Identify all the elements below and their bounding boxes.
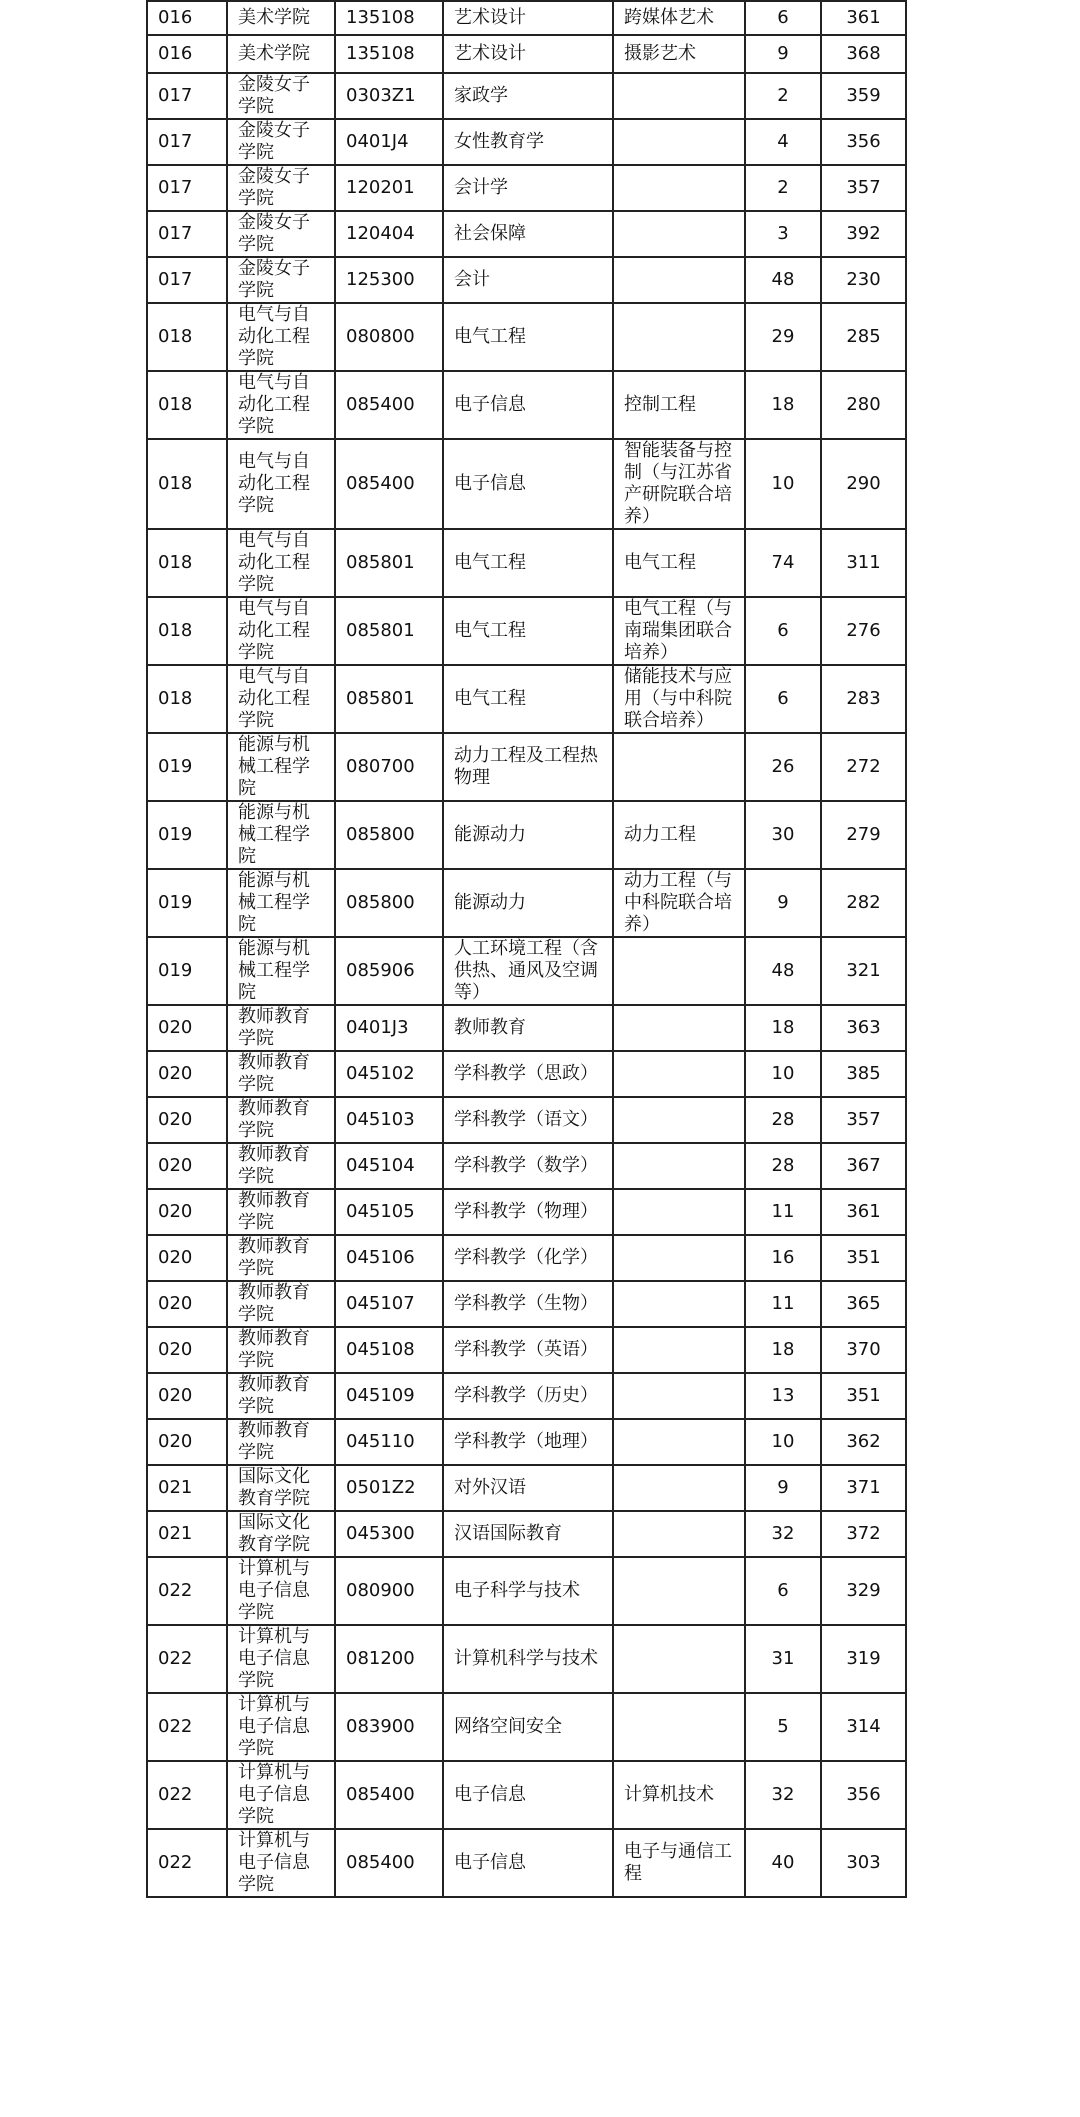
college-name-cell: 计算机与电子信息学院 [227, 1829, 335, 1897]
table-row [147, 1, 906, 35]
research-direction-cell [613, 1097, 745, 1143]
major-code-cell: 085801 [335, 597, 443, 665]
min-score-cell: 371 [821, 1465, 906, 1511]
major-code-cell: 085800 [335, 801, 443, 869]
college-code-cell: 018 [147, 371, 227, 439]
major-name-cell: 学科教学（地理） [443, 1419, 613, 1465]
table-row [147, 1419, 906, 1465]
college-name-cell: 教师教育学院 [227, 1419, 335, 1465]
college-code-cell: 017 [147, 119, 227, 165]
admitted-count-cell: 2 [745, 165, 821, 211]
college-code-cell: 018 [147, 439, 227, 529]
table-row [147, 1465, 906, 1511]
research-direction-cell [613, 937, 745, 1005]
min-score-cell: 276 [821, 597, 906, 665]
college-code-cell: 020 [147, 1373, 227, 1419]
college-code-cell: 019 [147, 801, 227, 869]
major-name-cell: 动力工程及工程热物理 [443, 733, 613, 801]
research-direction-cell [613, 257, 745, 303]
research-direction-cell [613, 733, 745, 801]
college-name-cell: 金陵女子学院 [227, 257, 335, 303]
admitted-count-cell: 16 [745, 1235, 821, 1281]
research-direction-cell [613, 1511, 745, 1557]
min-score-cell: 314 [821, 1693, 906, 1761]
major-code-cell: 085906 [335, 937, 443, 1005]
college-code-cell: 017 [147, 165, 227, 211]
min-score-cell: 351 [821, 1235, 906, 1281]
major-name-cell: 学科教学（英语） [443, 1327, 613, 1373]
admitted-count-cell: 29 [745, 303, 821, 371]
admitted-count-cell: 9 [745, 1465, 821, 1511]
college-name-cell: 能源与机械工程学院 [227, 937, 335, 1005]
research-direction-cell: 电子与通信工程 [613, 1829, 745, 1897]
admitted-count-cell: 4 [745, 119, 821, 165]
college-code-cell: 022 [147, 1693, 227, 1761]
college-name-cell: 能源与机械工程学院 [227, 733, 335, 801]
college-name-cell: 国际文化教育学院 [227, 1511, 335, 1557]
min-score-cell: 361 [821, 1, 906, 35]
major-code-cell: 085400 [335, 439, 443, 529]
major-name-cell: 电气工程 [443, 597, 613, 665]
min-score-cell: 361 [821, 1189, 906, 1235]
major-code-cell: 045108 [335, 1327, 443, 1373]
college-name-cell: 计算机与电子信息学院 [227, 1557, 335, 1625]
college-code-cell: 020 [147, 1097, 227, 1143]
college-code-cell: 018 [147, 597, 227, 665]
min-score-cell: 362 [821, 1419, 906, 1465]
major-code-cell: 120201 [335, 165, 443, 211]
table-row [147, 1005, 906, 1051]
major-name-cell: 电子科学与技术 [443, 1557, 613, 1625]
major-code-cell: 120404 [335, 211, 443, 257]
min-score-cell: 370 [821, 1327, 906, 1373]
college-name-cell: 电气与自动化工程学院 [227, 439, 335, 529]
college-code-cell: 019 [147, 937, 227, 1005]
min-score-cell: 365 [821, 1281, 906, 1327]
table-row [147, 1235, 906, 1281]
min-score-cell: 230 [821, 257, 906, 303]
table-row [147, 257, 906, 303]
major-name-cell: 艺术设计 [443, 1, 613, 35]
major-name-cell: 能源动力 [443, 869, 613, 937]
major-code-cell: 085801 [335, 665, 443, 733]
admitted-count-cell: 9 [745, 35, 821, 73]
major-name-cell: 电气工程 [443, 529, 613, 597]
major-name-cell: 计算机科学与技术 [443, 1625, 613, 1693]
research-direction-cell [613, 165, 745, 211]
major-name-cell: 学科教学（物理） [443, 1189, 613, 1235]
research-direction-cell: 动力工程 [613, 801, 745, 869]
college-name-cell: 教师教育学院 [227, 1235, 335, 1281]
major-code-cell: 135108 [335, 35, 443, 73]
college-code-cell: 018 [147, 665, 227, 733]
research-direction-cell [613, 1373, 745, 1419]
college-name-cell: 教师教育学院 [227, 1327, 335, 1373]
major-name-cell: 能源动力 [443, 801, 613, 869]
college-code-cell: 020 [147, 1005, 227, 1051]
research-direction-cell: 智能装备与控制（与江苏省产研院联合培养） [613, 439, 745, 529]
research-direction-cell [613, 1235, 745, 1281]
college-name-cell: 金陵女子学院 [227, 73, 335, 119]
admitted-count-cell: 18 [745, 371, 821, 439]
research-direction-cell [613, 119, 745, 165]
table-row [147, 1829, 906, 1897]
min-score-cell: 280 [821, 371, 906, 439]
major-code-cell: 045102 [335, 1051, 443, 1097]
major-name-cell: 学科教学（生物） [443, 1281, 613, 1327]
admitted-count-cell: 18 [745, 1327, 821, 1373]
min-score-cell: 279 [821, 801, 906, 869]
major-code-cell: 080800 [335, 303, 443, 371]
admitted-count-cell: 10 [745, 1051, 821, 1097]
college-code-cell: 018 [147, 529, 227, 597]
college-name-cell: 能源与机械工程学院 [227, 801, 335, 869]
research-direction-cell [613, 1693, 745, 1761]
major-name-cell: 学科教学（数学） [443, 1143, 613, 1189]
min-score-cell: 367 [821, 1143, 906, 1189]
major-code-cell: 085801 [335, 529, 443, 597]
college-name-cell: 电气与自动化工程学院 [227, 371, 335, 439]
admitted-count-cell: 6 [745, 1557, 821, 1625]
min-score-cell: 356 [821, 1761, 906, 1829]
major-name-cell: 学科教学（语文） [443, 1097, 613, 1143]
min-score-cell: 363 [821, 1005, 906, 1051]
min-score-cell: 357 [821, 165, 906, 211]
table-row [147, 1761, 906, 1829]
major-code-cell: 135108 [335, 1, 443, 35]
major-name-cell: 会计 [443, 257, 613, 303]
major-name-cell: 学科教学（化学） [443, 1235, 613, 1281]
major-name-cell: 汉语国际教育 [443, 1511, 613, 1557]
college-name-cell: 教师教育学院 [227, 1373, 335, 1419]
research-direction-cell [613, 73, 745, 119]
admissions-sheet [146, 0, 905, 1898]
min-score-cell: 385 [821, 1051, 906, 1097]
table-row [147, 1189, 906, 1235]
admitted-count-cell: 10 [745, 439, 821, 529]
college-name-cell: 教师教育学院 [227, 1051, 335, 1097]
college-code-cell: 016 [147, 1, 227, 35]
major-name-cell: 社会保障 [443, 211, 613, 257]
table-row [147, 1097, 906, 1143]
major-name-cell: 学科教学（历史） [443, 1373, 613, 1419]
college-name-cell: 计算机与电子信息学院 [227, 1761, 335, 1829]
major-code-cell: 045109 [335, 1373, 443, 1419]
table-row [147, 1557, 906, 1625]
research-direction-cell: 跨媒体艺术 [613, 1, 745, 35]
college-code-cell: 020 [147, 1281, 227, 1327]
admitted-count-cell: 13 [745, 1373, 821, 1419]
admitted-count-cell: 48 [745, 937, 821, 1005]
table-row [147, 211, 906, 257]
min-score-cell: 357 [821, 1097, 906, 1143]
admitted-count-cell: 18 [745, 1005, 821, 1051]
research-direction-cell [613, 1327, 745, 1373]
research-direction-cell [613, 1465, 745, 1511]
research-direction-cell: 控制工程 [613, 371, 745, 439]
college-code-cell: 022 [147, 1625, 227, 1693]
college-name-cell: 电气与自动化工程学院 [227, 665, 335, 733]
major-code-cell: 045105 [335, 1189, 443, 1235]
research-direction-cell: 储能技术与应用（与中科院联合培养） [613, 665, 745, 733]
college-name-cell: 电气与自动化工程学院 [227, 529, 335, 597]
table-row [147, 371, 906, 439]
major-code-cell: 125300 [335, 257, 443, 303]
research-direction-cell: 动力工程（与中科院联合培养） [613, 869, 745, 937]
admitted-count-cell: 3 [745, 211, 821, 257]
research-direction-cell [613, 1557, 745, 1625]
college-name-cell: 计算机与电子信息学院 [227, 1693, 335, 1761]
major-name-cell: 电子信息 [443, 1829, 613, 1897]
research-direction-cell [613, 1005, 745, 1051]
admissions-table [146, 0, 907, 1898]
min-score-cell: 372 [821, 1511, 906, 1557]
table-row [147, 1051, 906, 1097]
college-name-cell: 计算机与电子信息学院 [227, 1625, 335, 1693]
admitted-count-cell: 11 [745, 1281, 821, 1327]
table-row [147, 73, 906, 119]
college-name-cell: 电气与自动化工程学院 [227, 303, 335, 371]
major-code-cell: 080700 [335, 733, 443, 801]
table-row [147, 1511, 906, 1557]
table-row [147, 869, 906, 937]
table-row [147, 1143, 906, 1189]
college-name-cell: 金陵女子学院 [227, 165, 335, 211]
min-score-cell: 272 [821, 733, 906, 801]
college-name-cell: 教师教育学院 [227, 1281, 335, 1327]
research-direction-cell [613, 1625, 745, 1693]
major-code-cell: 085400 [335, 1829, 443, 1897]
college-name-cell: 能源与机械工程学院 [227, 869, 335, 937]
min-score-cell: 356 [821, 119, 906, 165]
min-score-cell: 283 [821, 665, 906, 733]
table-row [147, 1281, 906, 1327]
major-code-cell: 0401J4 [335, 119, 443, 165]
college-name-cell: 金陵女子学院 [227, 119, 335, 165]
table-row [147, 1327, 906, 1373]
college-name-cell: 金陵女子学院 [227, 211, 335, 257]
research-direction-cell [613, 1143, 745, 1189]
admitted-count-cell: 40 [745, 1829, 821, 1897]
min-score-cell: 285 [821, 303, 906, 371]
table-row [147, 801, 906, 869]
admitted-count-cell: 28 [745, 1143, 821, 1189]
admitted-count-cell: 10 [745, 1419, 821, 1465]
college-code-cell: 020 [147, 1235, 227, 1281]
research-direction-cell: 计算机技术 [613, 1761, 745, 1829]
college-code-cell: 019 [147, 733, 227, 801]
college-code-cell: 022 [147, 1557, 227, 1625]
research-direction-cell: 摄影艺术 [613, 35, 745, 73]
college-name-cell: 教师教育学院 [227, 1189, 335, 1235]
major-name-cell: 人工环境工程（含供热、通风及空调等） [443, 937, 613, 1005]
college-code-cell: 019 [147, 869, 227, 937]
major-code-cell: 045103 [335, 1097, 443, 1143]
college-code-cell: 018 [147, 303, 227, 371]
research-direction-cell: 电气工程（与南瑞集团联合培养） [613, 597, 745, 665]
major-name-cell: 电气工程 [443, 303, 613, 371]
major-code-cell: 080900 [335, 1557, 443, 1625]
table-row [147, 665, 906, 733]
research-direction-cell [613, 1419, 745, 1465]
major-code-cell: 045110 [335, 1419, 443, 1465]
table-row [147, 119, 906, 165]
college-code-cell: 021 [147, 1465, 227, 1511]
table-row [147, 733, 906, 801]
major-name-cell: 学科教学（思政） [443, 1051, 613, 1097]
table-row [147, 439, 906, 529]
admitted-count-cell: 2 [745, 73, 821, 119]
admitted-count-cell: 74 [745, 529, 821, 597]
college-name-cell: 国际文化教育学院 [227, 1465, 335, 1511]
major-code-cell: 081200 [335, 1625, 443, 1693]
major-code-cell: 045106 [335, 1235, 443, 1281]
table-row [147, 1625, 906, 1693]
admitted-count-cell: 31 [745, 1625, 821, 1693]
min-score-cell: 351 [821, 1373, 906, 1419]
admitted-count-cell: 28 [745, 1097, 821, 1143]
major-code-cell: 045300 [335, 1511, 443, 1557]
major-name-cell: 电子信息 [443, 1761, 613, 1829]
table-row [147, 937, 906, 1005]
college-code-cell: 022 [147, 1829, 227, 1897]
admitted-count-cell: 9 [745, 869, 821, 937]
major-code-cell: 0401J3 [335, 1005, 443, 1051]
major-code-cell: 045107 [335, 1281, 443, 1327]
research-direction-cell [613, 1189, 745, 1235]
major-code-cell: 0303Z1 [335, 73, 443, 119]
college-name-cell: 美术学院 [227, 35, 335, 73]
min-score-cell: 329 [821, 1557, 906, 1625]
admitted-count-cell: 6 [745, 597, 821, 665]
min-score-cell: 290 [821, 439, 906, 529]
min-score-cell: 303 [821, 1829, 906, 1897]
min-score-cell: 282 [821, 869, 906, 937]
admitted-count-cell: 32 [745, 1511, 821, 1557]
min-score-cell: 311 [821, 529, 906, 597]
major-code-cell: 085400 [335, 1761, 443, 1829]
college-code-cell: 020 [147, 1143, 227, 1189]
college-code-cell: 021 [147, 1511, 227, 1557]
min-score-cell: 319 [821, 1625, 906, 1693]
admitted-count-cell: 48 [745, 257, 821, 303]
major-code-cell: 0501Z2 [335, 1465, 443, 1511]
major-name-cell: 会计学 [443, 165, 613, 211]
major-code-cell: 045104 [335, 1143, 443, 1189]
college-code-cell: 022 [147, 1761, 227, 1829]
college-code-cell: 017 [147, 257, 227, 303]
admitted-count-cell: 6 [745, 1, 821, 35]
table-row [147, 529, 906, 597]
major-name-cell: 电子信息 [443, 439, 613, 529]
major-name-cell: 电气工程 [443, 665, 613, 733]
min-score-cell: 359 [821, 73, 906, 119]
min-score-cell: 368 [821, 35, 906, 73]
college-code-cell: 020 [147, 1189, 227, 1235]
college-name-cell: 教师教育学院 [227, 1005, 335, 1051]
college-name-cell: 教师教育学院 [227, 1097, 335, 1143]
table-row [147, 1373, 906, 1419]
major-name-cell: 网络空间安全 [443, 1693, 613, 1761]
research-direction-cell: 电气工程 [613, 529, 745, 597]
admitted-count-cell: 6 [745, 665, 821, 733]
college-name-cell: 电气与自动化工程学院 [227, 597, 335, 665]
admitted-count-cell: 11 [745, 1189, 821, 1235]
table-row [147, 165, 906, 211]
major-name-cell: 女性教育学 [443, 119, 613, 165]
major-name-cell: 艺术设计 [443, 35, 613, 73]
major-code-cell: 085400 [335, 371, 443, 439]
admitted-count-cell: 26 [745, 733, 821, 801]
table-row [147, 35, 906, 73]
admitted-count-cell: 5 [745, 1693, 821, 1761]
major-name-cell: 对外汉语 [443, 1465, 613, 1511]
major-code-cell: 083900 [335, 1693, 443, 1761]
admitted-count-cell: 32 [745, 1761, 821, 1829]
table-row [147, 1693, 906, 1761]
research-direction-cell [613, 303, 745, 371]
college-code-cell: 017 [147, 211, 227, 257]
major-name-cell: 教师教育 [443, 1005, 613, 1051]
college-code-cell: 020 [147, 1051, 227, 1097]
major-name-cell: 家政学 [443, 73, 613, 119]
min-score-cell: 392 [821, 211, 906, 257]
table-row [147, 597, 906, 665]
college-code-cell: 020 [147, 1419, 227, 1465]
college-code-cell: 017 [147, 73, 227, 119]
major-name-cell: 电子信息 [443, 371, 613, 439]
table-body [147, 1, 906, 1897]
college-code-cell: 020 [147, 1327, 227, 1373]
research-direction-cell [613, 1281, 745, 1327]
min-score-cell: 321 [821, 937, 906, 1005]
research-direction-cell [613, 1051, 745, 1097]
college-name-cell: 教师教育学院 [227, 1143, 335, 1189]
table-row [147, 303, 906, 371]
research-direction-cell [613, 211, 745, 257]
college-name-cell: 美术学院 [227, 1, 335, 35]
admitted-count-cell: 30 [745, 801, 821, 869]
college-code-cell: 016 [147, 35, 227, 73]
major-code-cell: 085800 [335, 869, 443, 937]
